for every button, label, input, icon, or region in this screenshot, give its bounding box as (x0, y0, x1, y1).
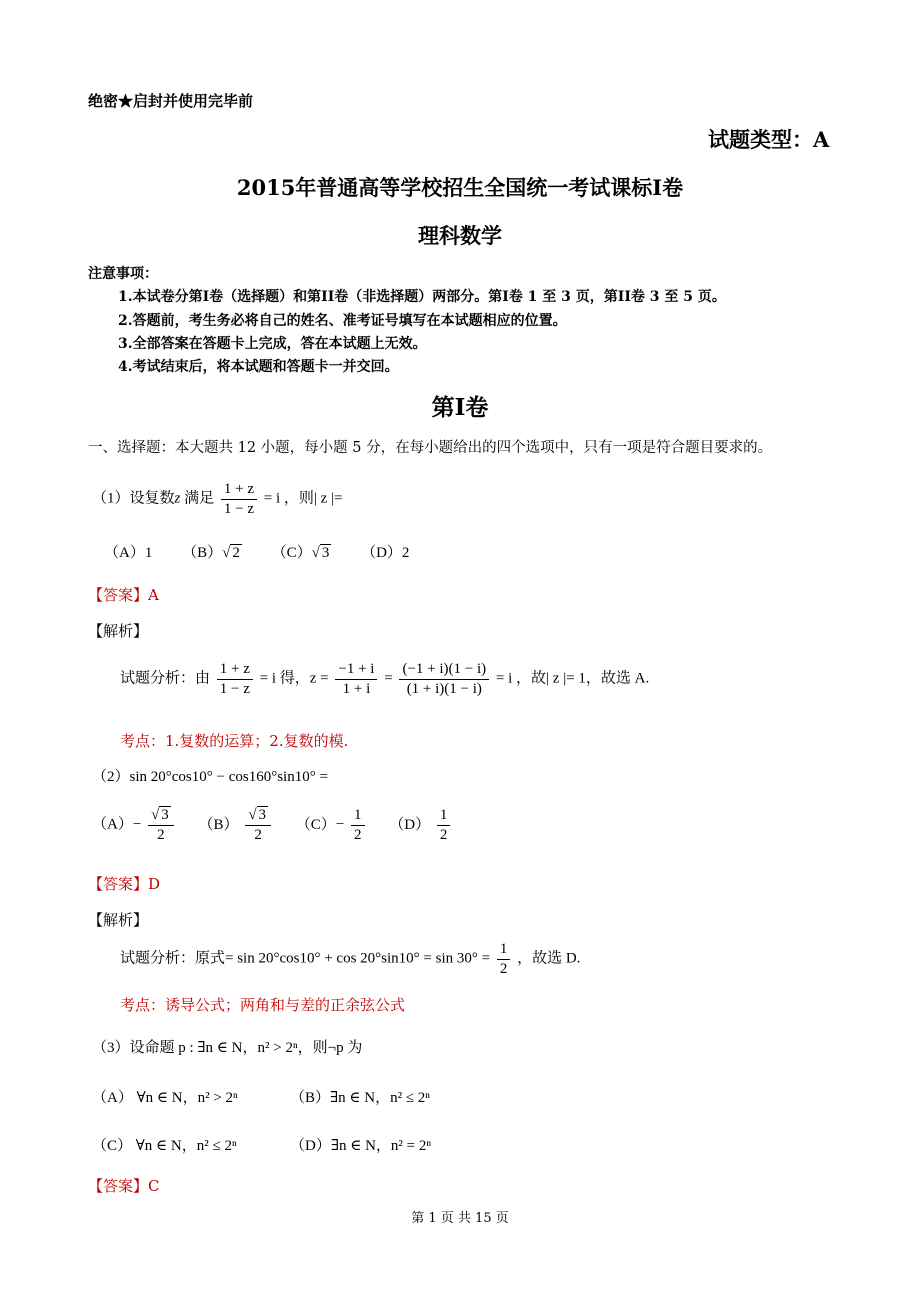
notice-item: 2.答题前，考生务必将自己的姓名、准考证号填写在本试题相应的位置。 (118, 313, 567, 329)
notice-item: 3.全部答案在答题卡上完成，答在本试题上无效。 (118, 336, 427, 352)
question-3-option-a: （A） ∀n ∈ N，n² > 2ⁿ (92, 1090, 238, 1106)
notice-heading: 注意事项： (88, 266, 158, 282)
question-2-stem: （2）sin 20°cos10° − cos160°sin10° = (92, 769, 328, 785)
kaodian-note: 考点：诱导公式；两角和与差的正余弦公式 (120, 996, 406, 1014)
notice-item: 4.考试结束后，将本试题和答题卡一并交回。 (118, 359, 399, 375)
question-2-options: （A）− $\frac{√ 3}{2}$ （B） $\frac{√ 3}{2}$ （C）− $\frac{1}{2}$ （D） $\frac{1}{2}$ (92, 806, 453, 845)
exam-subtitle: 理科数学 (418, 223, 502, 248)
answer-label: 【答案】D (88, 875, 161, 893)
question-3-option-b: （B）∃n ∈ N，n² ≤ 2ⁿ (290, 1090, 431, 1106)
notice-item: 1.本试卷分第I卷（选择题）和第II卷（非选择题）两部分。第I卷 1 至 3 页，第II卷 3 至 5 页。 (118, 289, 726, 305)
analysis-label: 【解析】 (88, 622, 149, 640)
question-1-analysis: 试题分析：由 $\frac{1 + z}{1 - z}$ = i 得，z = $\frac{-1 + i}{1 + i}$ = $\frac{(-1 + i)(1 - i)}{(1 + i)(1 - i)}$ = i ，故| z |= 1，故选 A. (120, 661, 650, 697)
question-1-options: （A）1 （B）√ 2 （C）√ 3 （D）2 (104, 545, 410, 561)
exam-type-label: 试题类型：A (708, 127, 830, 152)
question-1-stem: （1）设复数z 满足 $\frac{1 + z}{1 - z}$ = i ，则| z |= (92, 481, 343, 517)
section-instruction: 一、选择题：本大题共 12 小题，每小题 5 分，在每小题给出的四个选项中，只有一项是符合题目要求的。 (88, 440, 773, 456)
answer-label: 【答案】A (88, 586, 159, 604)
question-3-option-c: （C） ∀n ∈ N，n² ≤ 2ⁿ (92, 1138, 237, 1154)
question-2-analysis: 试题分析：原式= sin 20°cos10° + cos 20°sin10° = sin 30° = $\frac{1}{2}$ ，故选 D. (120, 941, 581, 977)
answer-label: 【答案】C (88, 1177, 160, 1195)
question-3-option-d: （D）∃n ∈ N，n² = 2ⁿ (290, 1138, 432, 1154)
kaodian-note: 考点：1.复数的运算；2.复数的模. (120, 732, 349, 750)
question-3-stem: （3）设命题 p : ∃n ∈ N，n² > 2ⁿ，则¬p 为 (92, 1040, 363, 1056)
exam-title: 2015年普通高等学校招生全国统一考试课标I卷 (236, 175, 684, 200)
confidential-label: 绝密★启封并使用完毕前 (88, 92, 254, 110)
page-number: 第 1 页 共 15 页 (411, 1211, 509, 1226)
part-heading: 第I卷 (431, 394, 489, 421)
analysis-label: 【解析】 (88, 911, 149, 929)
